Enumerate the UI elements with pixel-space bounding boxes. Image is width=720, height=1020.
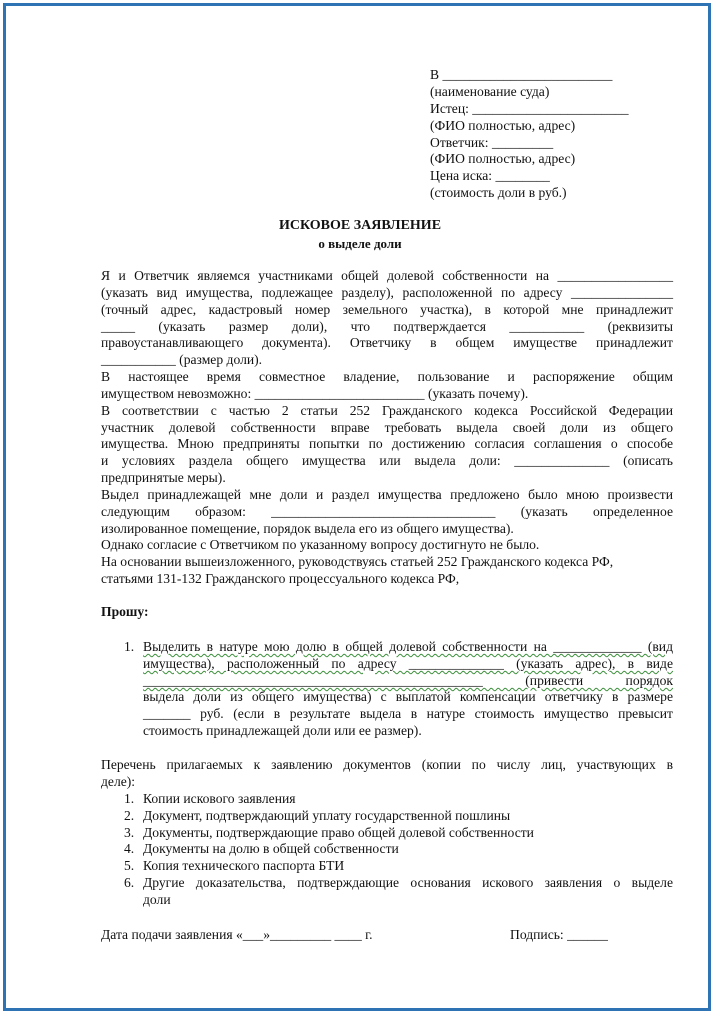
signature-line: Подпись: ______ — [510, 927, 608, 942]
body-line: правоустанавливающего документа). Ответчику в общем имуществе принадлежит — [101, 335, 673, 350]
request-line: _______ руб. (если в результате выдела в натуре стоимость имущество превысит — [143, 706, 673, 721]
request-line: имущества), расположенный по адресу ______________ (указать адрес), в виде — [143, 656, 673, 671]
body-line: На основании вышеизложенного, руководствуясь статьей 252 Гражданского кодекса РФ, — [101, 554, 614, 569]
court-line: В _________________________ — [430, 67, 613, 82]
request-number: 1. — [124, 639, 135, 654]
document-title: ИСКОВОЕ ЗАЯВЛЕНИЕ — [278, 218, 442, 233]
body-line: (указать вид имущества, подлежащее разделу), расположенной по адресу _______________ — [101, 285, 673, 300]
plaintiff-line: Истец: _______________________ — [430, 101, 629, 116]
body-line: следующим образом: _________________________________ (указать определенное — [101, 504, 673, 519]
claim-price-note: (стоимость доли в руб.) — [430, 185, 567, 200]
body-line: (точный адрес, кадастровый номер земельного участка), в которой мне принадлежит — [101, 302, 673, 317]
attachment-item: Документы на долю в общей собственности — [143, 841, 399, 856]
attachment-item: Копия технического паспорта БТИ — [143, 858, 345, 873]
request-line: выдела доли из общего имущества) с выплатой компенсации ответчику в размере — [143, 689, 673, 704]
attachment-number: 3. — [124, 825, 135, 840]
attachment-item: Другие доказательства, подтверждающие основания искового заявления о выделе — [143, 875, 673, 890]
attachment-number: 1. — [124, 791, 135, 806]
body-line: Я и Ответчик являемся участниками общей долевой собственности на _________________ — [101, 268, 673, 283]
attachment-item: Копии искового заявления — [143, 791, 296, 806]
attachment-number: 4. — [124, 841, 135, 856]
defendant-note: (ФИО полностью, адрес) — [430, 151, 576, 166]
defendant-line: Ответчик: _________ — [430, 135, 554, 150]
request-line: стоимость принадлежащей доли или ее размер). — [143, 723, 422, 738]
attachment-number: 5. — [124, 858, 135, 873]
attachment-item-tail: доли — [143, 892, 171, 907]
body-line: _____ (указать размер доли), что подтверждается ___________ (реквизиты — [101, 319, 673, 334]
attachment-item: Документы, подтверждающие право общей долевой собственности — [143, 825, 534, 840]
attachment-item: Документ, подтверждающий уплату государственной пошлины — [143, 808, 511, 823]
body-line: В соответствии с частью 2 статьи 252 Гражданского кодекса Российской Федерации — [101, 403, 673, 418]
request-heading: Прошу: — [101, 604, 149, 619]
attachment-number: 2. — [124, 808, 135, 823]
request-line: __________________________________________________ (привести порядок — [143, 673, 673, 688]
attachments-intro: Перечень прилагаемых к заявлению документов (копии по числу лиц, участвующих в — [101, 757, 673, 772]
claim-price-line: Цена иска: ________ — [430, 168, 550, 183]
body-line: предпринятые меры). — [101, 470, 226, 485]
body-line: участник долевой собственности вправе требовать выдела своей доли из общего — [101, 420, 673, 435]
plaintiff-note: (ФИО полностью, адрес) — [430, 118, 576, 133]
request-line: Выделить в натуре мою долю в общей долевой собственности на _____________ (вид — [143, 639, 673, 654]
court-note: (наименование суда) — [430, 84, 550, 99]
body-line: статьями 131-132 Гражданского процессуального кодекса РФ, — [101, 571, 460, 586]
body-line: имуществом невозможно: _________________________ (указать почему). — [101, 386, 529, 401]
body-line: и условиях раздела общего имущества или выдела доли: ______________ (описать — [101, 453, 673, 468]
document-subtitle: о выделе доли — [318, 236, 402, 251]
attachment-number: 6. — [124, 875, 135, 890]
body-line: изолированное помещение, порядок выдела его из общего имущества). — [101, 521, 514, 536]
body-line: Выдел принадлежащей мне доли и раздел имущества предложено было мною произвести — [101, 487, 673, 502]
body-line: ___________ (размер доли). — [101, 352, 263, 367]
body-line: В настоящее время совместное владение, пользование и распоряжение общим — [101, 369, 673, 384]
body-line: имущества. Мною предприняты попытки по достижению согласия соглашения о способе — [101, 436, 673, 451]
attachments-intro: деле): — [101, 774, 136, 789]
filing-date-line: Дата подачи заявления «___»_________ ____ г. — [101, 927, 373, 942]
body-line: Однако согласие с Ответчиком по указанному вопросу достигнуто не было. — [101, 537, 540, 552]
